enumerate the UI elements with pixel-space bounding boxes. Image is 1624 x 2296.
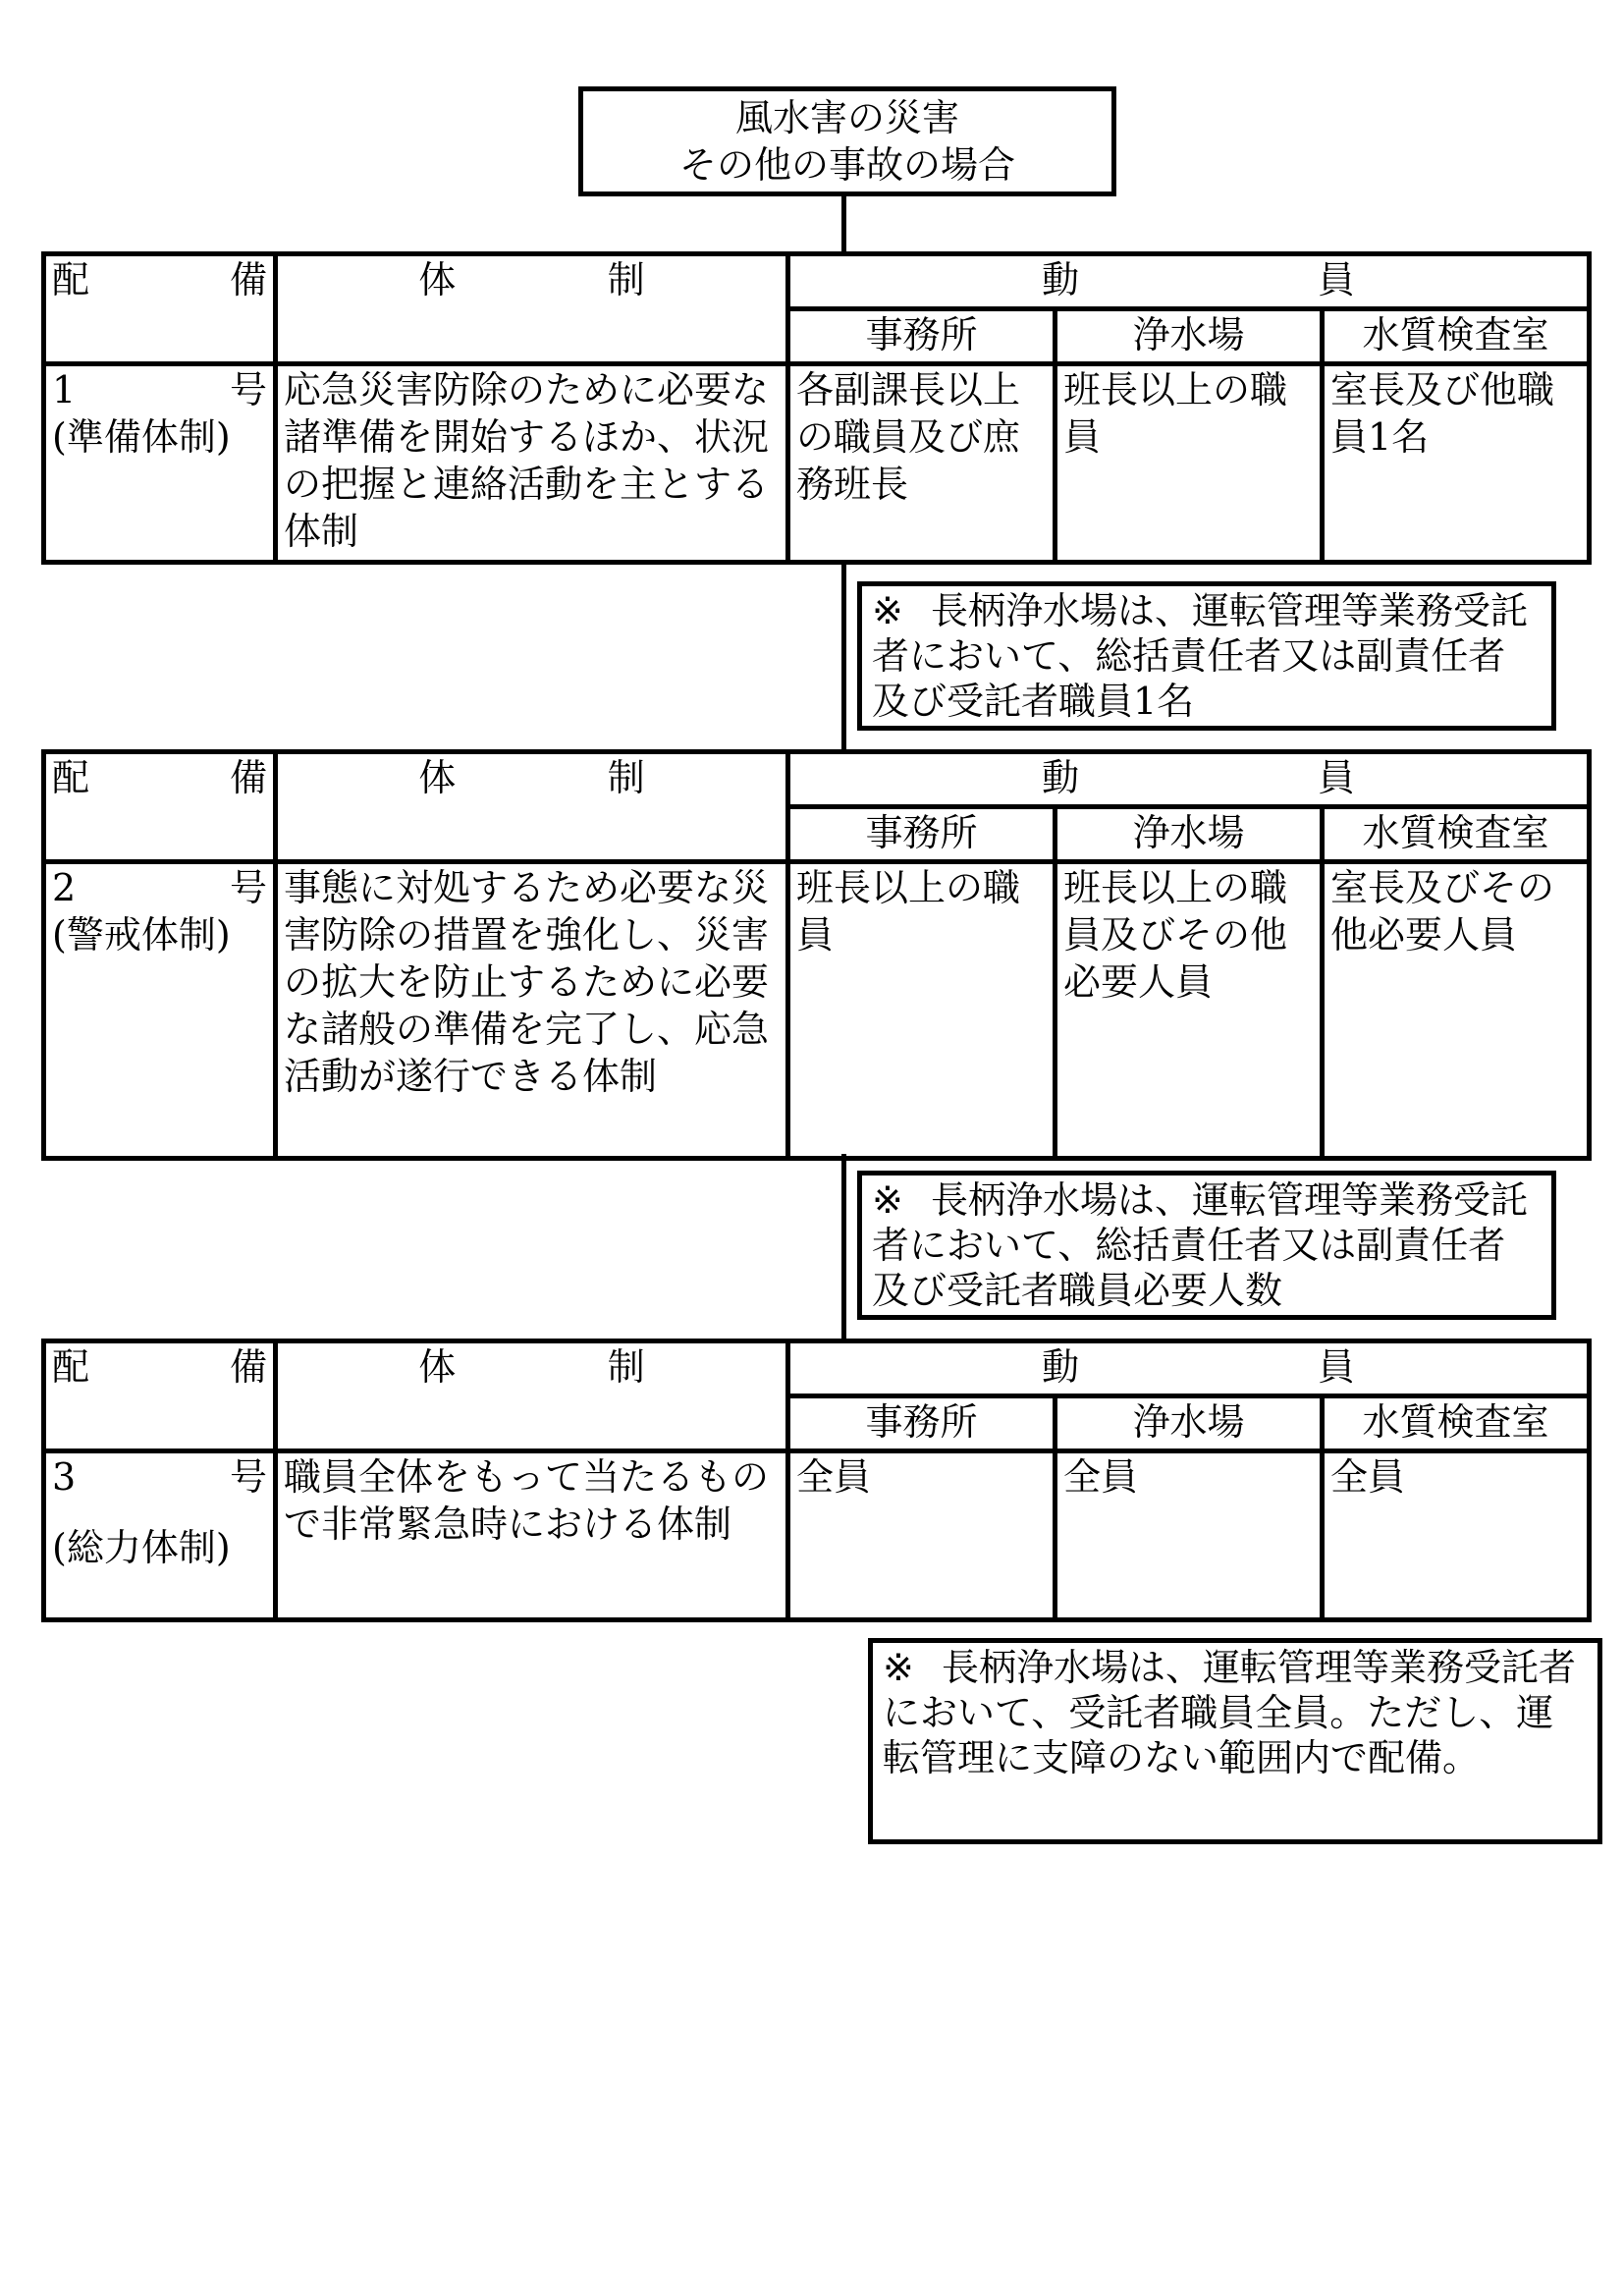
haibi-header: 配 備: [44, 254, 276, 364]
haibi-cell: [44, 862, 276, 1159]
level-3-table: [41, 1339, 1592, 1622]
level-name: (警戒体制): [52, 913, 231, 957]
taisei-cell: 職員全体をもって当たるもので非常緊急時における体制: [276, 1451, 788, 1620]
level-2-note: [857, 1171, 1556, 1320]
note-text: 長柄浄水場は、運転管理等業務受託者において、総括責任者又は副責任者及び受託者職員1名: [872, 589, 1529, 723]
connector-line: [841, 565, 846, 753]
jimusho-header: 事務所: [788, 807, 1056, 862]
haibi-cell: [44, 364, 276, 563]
taisei-header: 体 制: [276, 254, 788, 364]
note-mark: ※: [872, 589, 903, 632]
jousuijou-cell: 全員: [1056, 1451, 1323, 1620]
note-mark: ※: [883, 1646, 914, 1689]
jousuijou-cell: 班長以上の職員: [1056, 364, 1323, 563]
jimusho-header: 事務所: [788, 1396, 1056, 1451]
jimusho-cell: 班長以上の職員: [788, 862, 1056, 1159]
title-box: [578, 86, 1116, 196]
note-text: 長柄浄水場は、運転管理等業務受託者において、受託者職員全員。ただし、運転管理に支障のない範囲内で配備。: [883, 1646, 1577, 1779]
level-go: 号: [229, 368, 267, 411]
level-name: (準備体制): [52, 415, 231, 459]
level-1-note: [857, 581, 1556, 731]
jimusho-header: 事務所: [788, 309, 1056, 364]
taisei-header: 体 制: [276, 1341, 788, 1451]
douin-header: 動 員: [788, 254, 1590, 309]
level-number: 1: [52, 368, 77, 411]
level-1-table: [41, 251, 1592, 565]
jousuijou-header: 浄水場: [1056, 807, 1323, 862]
jousuijou-header: 浄水場: [1056, 1396, 1323, 1451]
taisei-cell: 応急災害防除のために必要な諸準備を開始するほか、状況の把握と連絡活動を主とする体制: [276, 364, 788, 563]
connector-line: [841, 1154, 846, 1342]
note-text: 長柄浄水場は、運転管理等業務受託者において、総括責任者又は副責任者及び受託者職員必要人数: [872, 1178, 1529, 1312]
level-number: 3: [52, 1455, 77, 1499]
douin-header: 動 員: [788, 1341, 1590, 1396]
jimusho-cell: 全員: [788, 1451, 1056, 1620]
haibi-cell: [44, 1451, 276, 1620]
taisei-cell: 事態に対処するため必要な災害防除の措置を強化し、災害の拡大を防止するために必要な諸般の準備を完了し、応急活動が遂行できる体制: [276, 862, 788, 1159]
title-line1: 風水害の災害: [734, 96, 959, 139]
level-3-note: [868, 1638, 1602, 1844]
suishitsu-header: 水質検査室: [1323, 1396, 1590, 1451]
suishitsu-cell: 室長及びその他必要人員: [1323, 862, 1590, 1159]
jousuijou-cell: 班長以上の職員及びその他必要人員: [1056, 862, 1323, 1159]
level-go: 号: [229, 1455, 267, 1499]
jimusho-cell: 各副課長以上の職員及び庶務班長: [788, 364, 1056, 563]
level-go: 号: [229, 866, 267, 909]
suishitsu-header: 水質検査室: [1323, 807, 1590, 862]
douin-header: 動 員: [788, 752, 1590, 807]
jousuijou-header: 浄水場: [1056, 309, 1323, 364]
taisei-header: 体 制: [276, 752, 788, 862]
note-mark: ※: [872, 1178, 903, 1222]
connector-line: [841, 196, 846, 253]
level-number: 2: [52, 866, 77, 909]
suishitsu-cell: 全員: [1323, 1451, 1590, 1620]
suishitsu-cell: 室長及び他職員1名: [1323, 364, 1590, 563]
haibi-header: 配 備: [44, 1341, 276, 1451]
title-line2: その他の事故の場合: [678, 143, 1015, 187]
level-2-table: [41, 749, 1592, 1161]
level-name: (総力体制): [52, 1526, 231, 1569]
suishitsu-header: 水質検査室: [1323, 309, 1590, 364]
haibi-header: 配 備: [44, 752, 276, 862]
